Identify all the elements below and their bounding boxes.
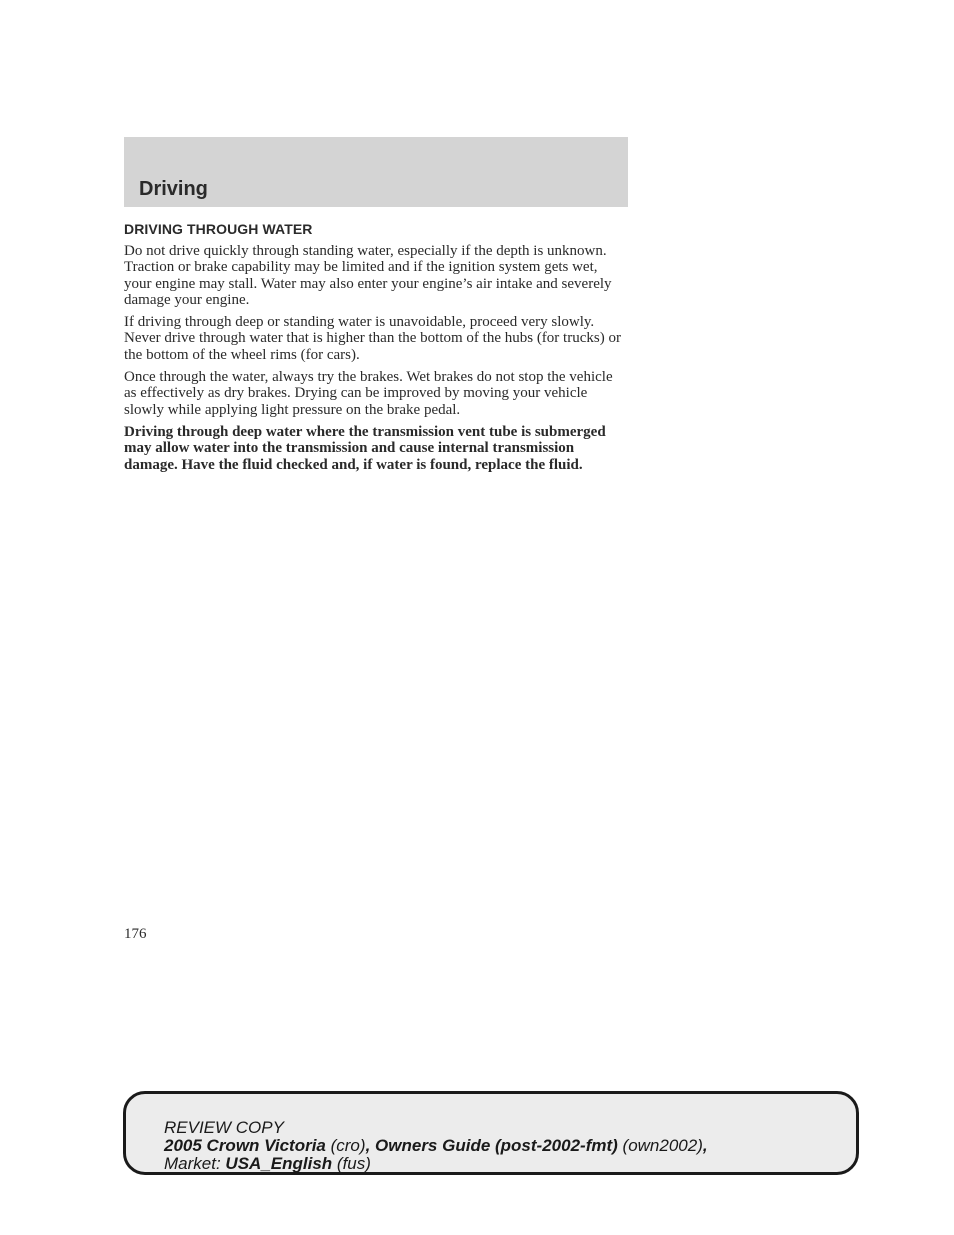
market-label: Market: bbox=[164, 1154, 221, 1173]
review-copy-box bbox=[123, 1091, 859, 1175]
paragraph-3: Once through the water, always try the brakes. Wet brakes do not stop the vehicle as effectively as dry brakes. Drying can be improved by moving your vehicle slowly while applying light pressure on the brake pedal. bbox=[124, 369, 613, 418]
review-copy-label: REVIEW COPY bbox=[164, 1118, 284, 1137]
guide-name: Owners Guide (post-2002-fmt) bbox=[375, 1136, 618, 1155]
paragraph-2: If driving through deep or standing water is unavoidable, proceed very slowly. Never drive through water that is higher than the bottom of the hubs (for trucks) or the bottom of the wheel rims (for cars). bbox=[124, 314, 621, 363]
market-name: USA_English bbox=[225, 1154, 333, 1173]
page-number: 176 bbox=[124, 926, 147, 942]
main-content bbox=[124, 221, 624, 479]
market-code: (fus) bbox=[336, 1154, 371, 1173]
vehicle-code: (cro) bbox=[330, 1136, 366, 1155]
vehicle-name: 2005 Crown Victoria bbox=[164, 1136, 326, 1155]
review-copy-text bbox=[164, 1119, 708, 1173]
section-header-band bbox=[124, 137, 628, 207]
separator-2: , bbox=[702, 1136, 708, 1155]
paragraph-1: Do not drive quickly through standing water, especially if the depth is unknown. Traction or brake capability may be limited and if the ignition system gets wet, your engine may stall. Water may also enter your engine’s air intake and severely damage your engine. bbox=[124, 243, 612, 308]
warning-paragraph: Driving through deep water where the transmission vent tube is submerged may allow water into the transmission and cause internal transmission damage. Have the fluid checked and, if water is found, replace the fluid. bbox=[124, 423, 606, 473]
section-heading: DRIVING THROUGH WATER bbox=[124, 221, 313, 237]
separator-1: , bbox=[365, 1136, 371, 1155]
page-title: Driving bbox=[139, 178, 208, 200]
review-guide-line bbox=[164, 1137, 708, 1155]
guide-code: (own2002) bbox=[622, 1136, 703, 1155]
review-market-line bbox=[164, 1155, 708, 1173]
